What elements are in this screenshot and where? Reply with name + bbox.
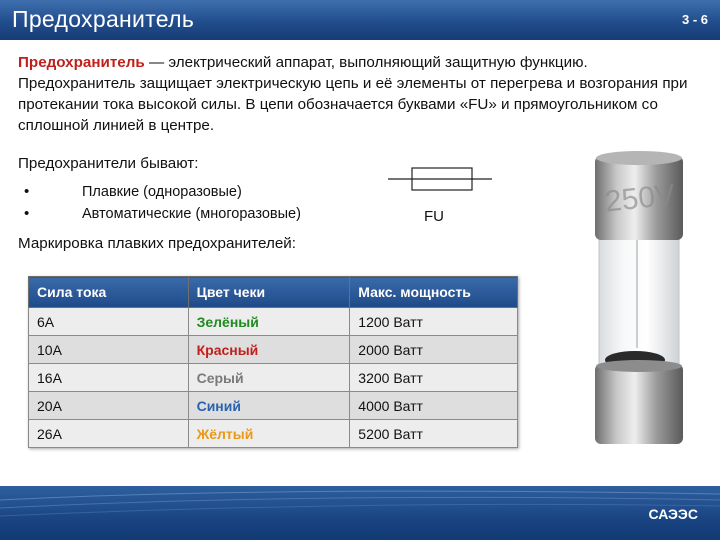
fuse-symbol-icon [388, 166, 492, 192]
cell-color: Серый [188, 364, 350, 392]
header-bar [0, 0, 720, 40]
fuse-cap-marking: 250V [603, 178, 677, 219]
cell-power: 4000 Ватт [350, 392, 518, 420]
cell-power: 5200 Ватт [350, 420, 518, 448]
list-item [18, 203, 301, 225]
table-row [29, 420, 518, 448]
footer-decoration [0, 486, 720, 540]
list-item-label: Автоматические (многоразовые) [82, 206, 301, 222]
cell-current: 6A [29, 308, 189, 336]
table-row [29, 336, 518, 364]
cell-current: 20A [29, 392, 189, 420]
list-item [18, 181, 301, 203]
organization-label: САЭЭС [648, 506, 698, 522]
intro-text: — электрический аппарат, выполняющий защитную функцию. Предохранитель защищает электрическую цепь и её элементы от перегрева и возгорания при протекании тока высокой силы. В цепи обозначается буквами «FU» и прямоугольником со сплошной линией в центре. [18, 54, 688, 134]
column-header-current: Сила тока [29, 277, 189, 308]
footer-bar [0, 486, 720, 540]
marking-table [28, 276, 518, 448]
bullet-icon: • [24, 183, 30, 200]
intro-term: Предохранитель [18, 54, 145, 71]
cell-current: 26A [29, 420, 189, 448]
column-header-color: Цвет чеки [188, 277, 350, 308]
glass-fuse-image [585, 148, 695, 448]
cell-power: 1200 Ватт [350, 308, 518, 336]
bullet-icon: • [24, 205, 30, 222]
cell-color: Зелёный [188, 308, 350, 336]
cell-power: 2000 Ватт [350, 336, 518, 364]
intro-paragraph [18, 52, 698, 136]
cell-color: Жёлтый [188, 420, 350, 448]
slide-number: 3 - 6 [681, 12, 708, 27]
page-title: Предохранитель [12, 6, 195, 32]
cell-current: 10A [29, 336, 189, 364]
cell-color: Красный [188, 336, 350, 364]
fuse-symbol-label: FU [424, 208, 444, 225]
cell-power: 3200 Ватт [350, 364, 518, 392]
cell-color: Синий [188, 392, 350, 420]
marking-heading: Маркировка плавких предохранителей: [18, 235, 297, 252]
cell-current: 16A [29, 364, 189, 392]
types-list [18, 181, 301, 225]
table-row [29, 392, 518, 420]
column-header-power: Макс. мощность [350, 277, 518, 308]
table-header-row [29, 277, 518, 308]
types-heading: Предохранители бывают: [18, 155, 199, 172]
table-row [29, 308, 518, 336]
table-row [29, 364, 518, 392]
list-item-label: Плавкие (одноразовые) [82, 184, 242, 200]
